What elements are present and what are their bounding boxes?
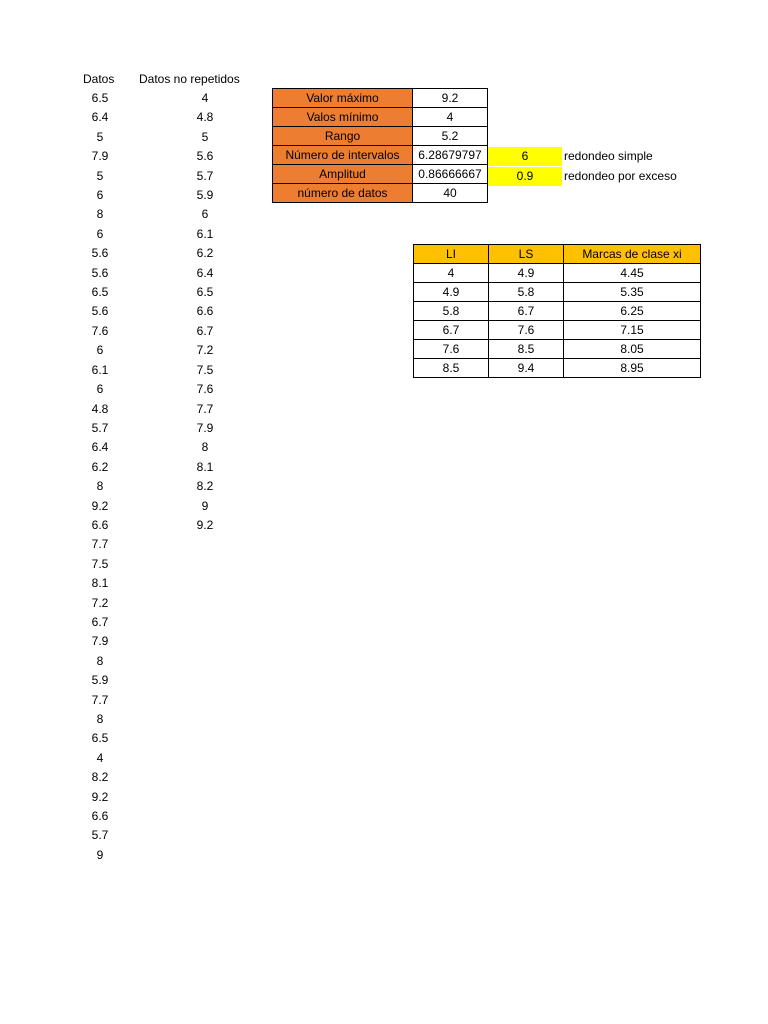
data-cell[interactable]: 7.7 bbox=[91, 692, 109, 707]
class-row bbox=[414, 321, 701, 340]
class-cell-ls[interactable]: 5.8 bbox=[489, 283, 564, 302]
data-cell[interactable]: 9 bbox=[96, 847, 104, 862]
class-cell-xi[interactable]: 8.95 bbox=[564, 359, 701, 378]
data-cell[interactable]: 6.4 bbox=[91, 110, 109, 125]
data-cell[interactable]: 5.6 bbox=[196, 149, 214, 164]
data-cell[interactable]: 4 bbox=[96, 750, 104, 765]
data-cell[interactable]: 5 bbox=[96, 168, 104, 183]
class-cell-li[interactable]: 7.6 bbox=[414, 340, 489, 359]
data-cell[interactable]: 5.7 bbox=[196, 168, 214, 183]
data-cell[interactable]: 8 bbox=[96, 653, 104, 668]
no-repetidos-header: Datos no repetidos bbox=[139, 72, 240, 86]
data-cell[interactable]: 7.6 bbox=[91, 323, 109, 338]
class-cell-xi[interactable]: 4.45 bbox=[564, 264, 701, 283]
data-cell[interactable]: 5 bbox=[96, 129, 104, 144]
data-cell[interactable]: 5 bbox=[201, 129, 209, 144]
min-value[interactable]: 4 bbox=[413, 108, 488, 127]
rango-label: Rango bbox=[273, 127, 413, 146]
marcas-header: Marcas de clase xi bbox=[564, 245, 701, 264]
data-cell[interactable]: 9 bbox=[201, 498, 209, 513]
min-label: Valos mínimo bbox=[273, 108, 413, 127]
data-cell[interactable]: 8.1 bbox=[91, 576, 109, 591]
ls-header: LS bbox=[489, 245, 564, 264]
intervalos-note: redondeo simple bbox=[564, 149, 653, 163]
rango-value[interactable]: 5.2 bbox=[413, 127, 488, 146]
data-cell[interactable]: 7.9 bbox=[196, 420, 214, 435]
data-cell[interactable]: 5.9 bbox=[196, 188, 214, 203]
class-cell-xi[interactable]: 8.05 bbox=[564, 340, 701, 359]
data-cell[interactable]: 6 bbox=[96, 226, 104, 241]
intervalos-rounded[interactable]: 6 bbox=[488, 147, 562, 166]
data-cell[interactable]: 6.4 bbox=[91, 440, 109, 455]
class-row bbox=[414, 340, 701, 359]
no-repetidos-column bbox=[160, 89, 250, 535]
data-cell[interactable]: 7.5 bbox=[91, 556, 109, 571]
data-cell[interactable]: 6.5 bbox=[91, 285, 109, 300]
class-cell-xi[interactable]: 7.15 bbox=[564, 321, 701, 340]
data-cell[interactable]: 6.6 bbox=[91, 809, 109, 824]
data-cell[interactable]: 6.5 bbox=[91, 91, 109, 105]
data-cell[interactable]: 7.2 bbox=[91, 595, 109, 610]
class-row bbox=[414, 359, 701, 378]
data-cell[interactable]: 5.7 bbox=[91, 420, 109, 435]
data-cell[interactable]: 6.7 bbox=[196, 323, 214, 338]
data-cell[interactable]: 7.9 bbox=[91, 149, 109, 164]
data-cell[interactable]: 8 bbox=[96, 479, 104, 494]
data-cell[interactable]: 5.6 bbox=[91, 246, 109, 261]
data-cell[interactable]: 6 bbox=[96, 382, 104, 397]
data-cell[interactable]: 9.2 bbox=[91, 789, 109, 804]
data-cell[interactable]: 5.9 bbox=[91, 673, 109, 688]
data-cell[interactable]: 4 bbox=[201, 91, 209, 105]
data-cell[interactable]: 6 bbox=[96, 188, 104, 203]
class-cell-xi[interactable]: 6.25 bbox=[564, 302, 701, 321]
data-cell[interactable]: 7.7 bbox=[91, 537, 109, 552]
data-cell[interactable]: 8 bbox=[96, 207, 104, 222]
data-cell[interactable]: 8 bbox=[96, 712, 104, 726]
n-label: número de datos bbox=[273, 184, 413, 203]
data-cell[interactable]: 9.2 bbox=[91, 498, 109, 513]
summary-table bbox=[272, 88, 488, 203]
class-row bbox=[414, 283, 701, 302]
data-cell[interactable]: 8.2 bbox=[91, 770, 109, 785]
data-cell[interactable]: 8 bbox=[201, 440, 209, 455]
data-cell[interactable]: 8.2 bbox=[196, 479, 214, 494]
class-cell-ls[interactable]: 6.7 bbox=[489, 302, 564, 321]
data-cell[interactable]: 7.7 bbox=[196, 401, 214, 416]
class-table bbox=[413, 244, 701, 378]
data-cell[interactable]: 6.2 bbox=[196, 246, 214, 261]
data-cell[interactable]: 7.2 bbox=[196, 343, 214, 358]
amplitud-rounded[interactable]: 0.9 bbox=[488, 167, 562, 186]
data-cell[interactable]: 8.1 bbox=[196, 459, 214, 474]
class-cell-ls[interactable]: 4.9 bbox=[489, 264, 564, 283]
intervalos-value[interactable]: 6.28679797 bbox=[413, 146, 488, 165]
data-cell[interactable]: 5.6 bbox=[91, 304, 109, 319]
class-cell-ls[interactable]: 7.6 bbox=[489, 321, 564, 340]
class-cell-li[interactable]: 4.9 bbox=[414, 283, 489, 302]
max-value[interactable]: 9.2 bbox=[413, 89, 488, 108]
intervalos-label: Número de intervalos bbox=[273, 146, 413, 165]
data-cell[interactable]: 6.4 bbox=[196, 265, 214, 280]
class-cell-li[interactable]: 6.7 bbox=[414, 321, 489, 340]
class-cell-li[interactable]: 4 bbox=[414, 264, 489, 283]
li-header: LI bbox=[414, 245, 489, 264]
data-cell[interactable]: 6.6 bbox=[196, 304, 214, 319]
data-cell[interactable]: 5.6 bbox=[91, 265, 109, 280]
class-cell-li[interactable]: 8.5 bbox=[414, 359, 489, 378]
datos-column bbox=[70, 89, 130, 865]
class-cell-ls[interactable]: 9.4 bbox=[489, 359, 564, 378]
data-cell[interactable]: 6 bbox=[201, 207, 209, 222]
class-cell-li[interactable]: 5.8 bbox=[414, 302, 489, 321]
class-row bbox=[414, 264, 701, 283]
class-row bbox=[414, 302, 701, 321]
amplitud-label: Amplitud bbox=[273, 165, 413, 184]
data-cell[interactable]: 6.1 bbox=[196, 226, 214, 241]
data-cell[interactable]: 5.7 bbox=[91, 828, 109, 843]
max-label: Valor máximo bbox=[273, 89, 413, 108]
class-cell-ls[interactable]: 8.5 bbox=[489, 340, 564, 359]
data-cell[interactable]: 6.2 bbox=[91, 459, 109, 474]
data-cell[interactable]: 7.6 bbox=[196, 382, 214, 397]
data-cell[interactable]: 7.9 bbox=[91, 634, 109, 649]
datos-header: Datos bbox=[83, 72, 115, 86]
data-cell[interactable]: 7.5 bbox=[196, 362, 214, 377]
class-cell-xi[interactable]: 5.35 bbox=[564, 283, 701, 302]
data-cell[interactable]: 6 bbox=[96, 343, 104, 358]
data-cell[interactable]: 4.8 bbox=[196, 110, 214, 125]
data-cell[interactable]: 6.5 bbox=[196, 285, 214, 300]
data-cell[interactable]: 6.1 bbox=[91, 362, 109, 377]
data-cell[interactable]: 6.7 bbox=[91, 614, 109, 629]
data-cell[interactable]: 6.5 bbox=[91, 731, 109, 746]
data-cell[interactable]: 9.2 bbox=[196, 517, 214, 532]
data-cell[interactable]: 6.6 bbox=[91, 517, 109, 532]
amplitud-value[interactable]: 0.86666667 bbox=[413, 165, 488, 184]
amplitud-note: redondeo por exceso bbox=[564, 169, 677, 183]
n-value[interactable]: 40 bbox=[413, 184, 488, 203]
data-cell[interactable]: 4.8 bbox=[91, 401, 109, 416]
